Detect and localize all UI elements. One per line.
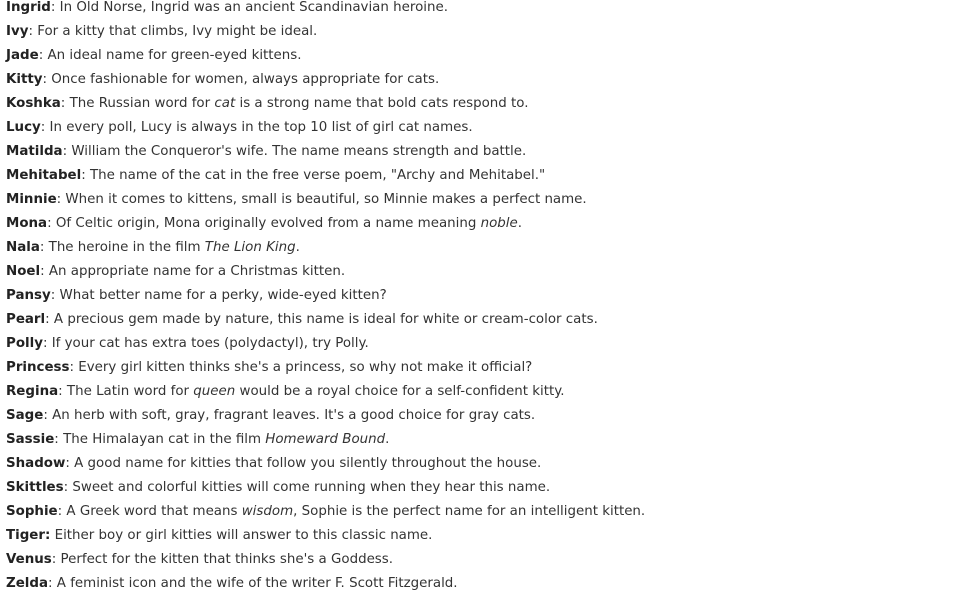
name-description <box>48 576 458 591</box>
cat-name: Zelda <box>6 576 49 591</box>
list-item <box>6 191 955 215</box>
cat-name: Shadow <box>6 456 66 471</box>
list-item <box>6 335 955 359</box>
description-text: : Once fashionable for women, always appropriate for cats. <box>42 72 440 87</box>
name-description <box>64 480 551 495</box>
description-text: : The name of the cat in the free verse poem, "Archy and Mehitabel." <box>81 168 546 183</box>
cat-name: Nala <box>6 240 40 255</box>
list-item <box>6 311 955 335</box>
description-text: : Sweet and colorful kitties will come running when they hear this name. <box>63 480 551 495</box>
list-item <box>6 263 955 287</box>
emphasized-text: queen <box>193 384 236 399</box>
cat-name: Noel <box>6 264 41 279</box>
description-text: : The heroine in the film <box>39 240 205 255</box>
list-item <box>6 71 955 95</box>
emphasized-text: noble <box>480 216 518 231</box>
cat-name: Pansy <box>6 288 51 303</box>
description-text: : An herb with soft, gray, fragrant leaves. It's a good choice for gray cats. <box>43 408 536 423</box>
description-text: : Every girl kitten thinks she's a princess, so why not make it official? <box>69 360 533 375</box>
description-text: : A precious gem made by nature, this name is ideal for white or cream-color cats. <box>45 312 598 327</box>
list-item <box>6 479 955 503</box>
list-item <box>6 503 955 527</box>
list-item <box>6 431 955 455</box>
list-item <box>6 407 955 431</box>
description-text: : William the Conqueror's wife. The name means strength and battle. <box>62 144 527 159</box>
list-item <box>6 455 955 479</box>
description-text: . <box>385 432 390 447</box>
description-text: : What better name for a perky, wide-eyed kitten? <box>50 288 387 303</box>
name-description <box>63 144 527 159</box>
description-text: : In every poll, Lucy is always in the top 10 list of girl cat names. <box>40 120 473 135</box>
description-text: . <box>517 216 523 231</box>
name-description <box>40 240 300 255</box>
name-description <box>43 408 535 423</box>
description-text: : Of Celtic origin, Mona originally evolved from a name meaning <box>47 216 481 231</box>
list-item <box>6 119 955 143</box>
cat-name: Princess <box>6 360 70 375</box>
name-description <box>54 432 389 447</box>
list-item <box>6 143 955 167</box>
description-text: : An appropriate name for a Christmas kitten. <box>40 264 346 279</box>
cat-name: Tiger: <box>6 528 51 543</box>
description-text: : The Latin word for <box>58 384 194 399</box>
list-item <box>6 287 955 311</box>
name-description <box>65 456 541 471</box>
name-description <box>43 336 369 351</box>
cat-name: Ivy <box>6 24 29 39</box>
description-text: : A feminist icon and the wife of the writer F. Scott Fitzgerald. <box>48 576 458 591</box>
name-description <box>61 96 529 111</box>
description-text: : The Russian word for <box>60 96 215 111</box>
cat-name: Minnie <box>6 192 57 207</box>
list-item <box>6 47 955 71</box>
description-text: : For a kitty that climbs, Ivy might be ideal. <box>28 24 318 39</box>
cat-name: Kitty <box>6 72 43 87</box>
cat-name: Polly <box>6 336 43 351</box>
cat-name: Sage <box>6 408 44 423</box>
list-item <box>6 359 955 383</box>
name-description <box>70 360 533 375</box>
cat-name: Sassie <box>6 432 55 447</box>
description-text: . <box>295 240 300 255</box>
emphasized-text: The Lion King <box>204 240 296 255</box>
list-item <box>6 0 955 23</box>
cat-name: Koshka <box>6 96 61 111</box>
list-item <box>6 527 955 551</box>
cat-name: Venus <box>6 552 52 567</box>
list-item <box>6 167 955 191</box>
description-text: : A good name for kitties that follow you silently throughout the house. <box>65 456 542 471</box>
name-description <box>58 504 646 519</box>
emphasized-text: wisdom <box>241 504 294 519</box>
name-description <box>47 216 522 231</box>
list-item <box>6 95 955 119</box>
name-description <box>43 72 440 87</box>
cat-name: Lucy <box>6 120 41 135</box>
name-description <box>41 120 473 135</box>
name-description <box>81 168 545 183</box>
description-text: : The Himalayan cat in the film <box>54 432 266 447</box>
emphasized-text: Homeward Bound <box>265 432 386 447</box>
cat-name: Pearl <box>6 312 46 327</box>
description-text: , Sophie is the perfect name for an intelligent kitten. <box>293 504 646 519</box>
list-item <box>6 23 955 47</box>
name-description <box>51 0 448 15</box>
name-description <box>51 288 387 303</box>
description-text: Either boy or girl kitties will answer to this classic name. <box>50 528 433 543</box>
description-text: : Perfect for the kitten that thinks she's a Goddess. <box>51 552 394 567</box>
emphasized-text: cat <box>214 96 236 111</box>
name-description <box>58 384 564 399</box>
cat-name: Mona <box>6 216 48 231</box>
description-text: is a strong name that bold cats respond to. <box>235 96 529 111</box>
description-text: : An ideal name for green-eyed kittens. <box>38 48 302 63</box>
name-description <box>50 528 432 543</box>
list-item <box>6 215 955 239</box>
cat-name: Skittles <box>6 480 64 495</box>
name-description <box>45 312 598 327</box>
list-item <box>6 575 955 599</box>
list-item <box>6 383 955 407</box>
name-description <box>52 552 393 567</box>
name-description <box>40 264 345 279</box>
list-item <box>6 551 955 575</box>
description-text: would be a royal choice for a self-confident kitty. <box>235 384 565 399</box>
description-text: : A Greek word that means <box>57 504 242 519</box>
description-text: : In Old Norse, Ingrid was an ancient Scandinavian heroine. <box>50 0 448 15</box>
list-item <box>6 239 955 263</box>
cat-name: Matilda <box>6 144 63 159</box>
cat-name: Regina <box>6 384 59 399</box>
name-description <box>57 192 587 207</box>
description-text: : When it comes to kittens, small is beautiful, so Minnie makes a perfect name. <box>56 192 587 207</box>
cat-name: Ingrid <box>6 0 51 15</box>
cat-name: Jade <box>6 48 39 63</box>
cat-name: Sophie <box>6 504 58 519</box>
cat-name: Mehitabel <box>6 168 82 183</box>
name-description <box>28 24 317 39</box>
name-description <box>39 48 302 63</box>
description-text: : If your cat has extra toes (polydactyl), try Polly. <box>42 336 369 351</box>
